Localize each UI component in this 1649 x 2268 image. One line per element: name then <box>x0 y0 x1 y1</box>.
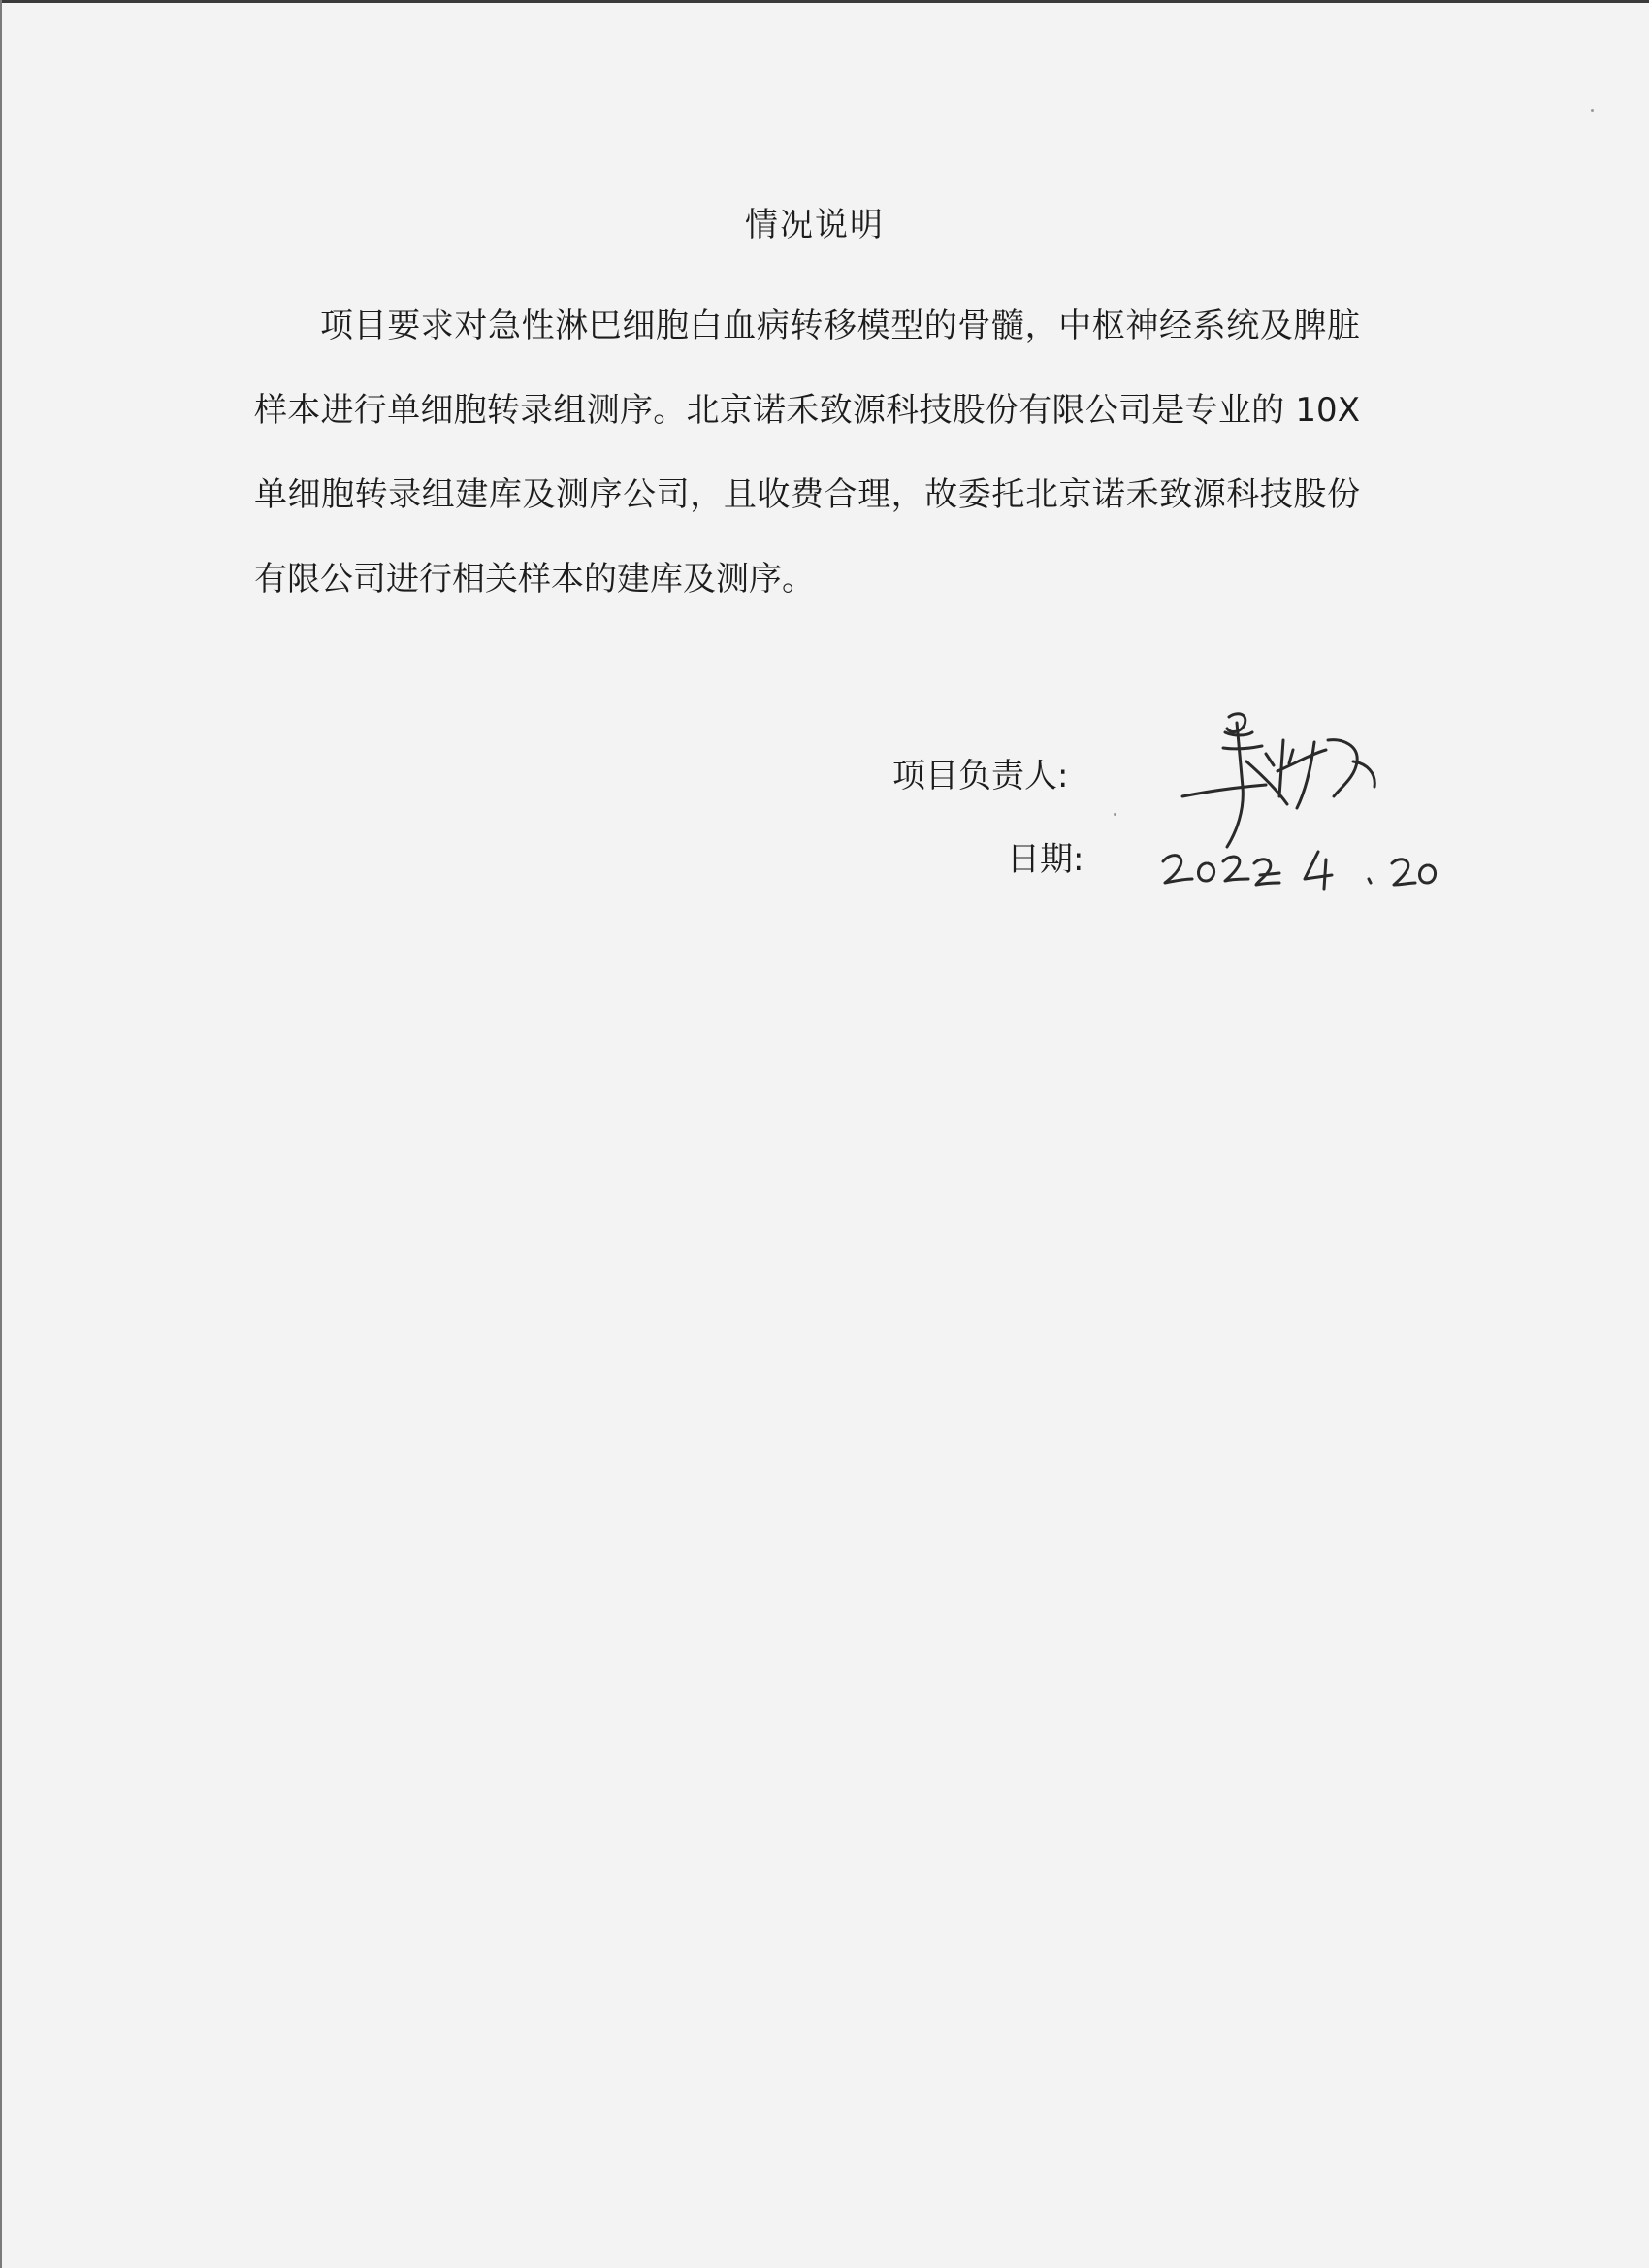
scan-top-edge <box>0 0 1649 3</box>
handwritten-date <box>1159 834 1440 902</box>
handwritten-signature <box>1169 703 1402 849</box>
scan-left-edge <box>0 0 2 2268</box>
document-title: 情况说明 <box>745 206 885 244</box>
scan-speck <box>1591 109 1594 112</box>
date-label: 日期: <box>1007 840 1084 879</box>
responsible-person-label: 项目负责人: <box>892 757 1069 795</box>
body-paragraph: 项目要求对急性淋巴细胞白血病转移模型的骨髓，中枢神经系统及脾脏样本进行单细胞转录组测序。北京诺禾致源科技股份有限公司是专业的 10X 单细胞转录组建库及测序公司，且收费合理，故委托北京诺禾致源科技股份有限公司进行相关样本的建库及测序。 <box>254 307 1360 599</box>
scan-speck <box>1114 813 1116 816</box>
